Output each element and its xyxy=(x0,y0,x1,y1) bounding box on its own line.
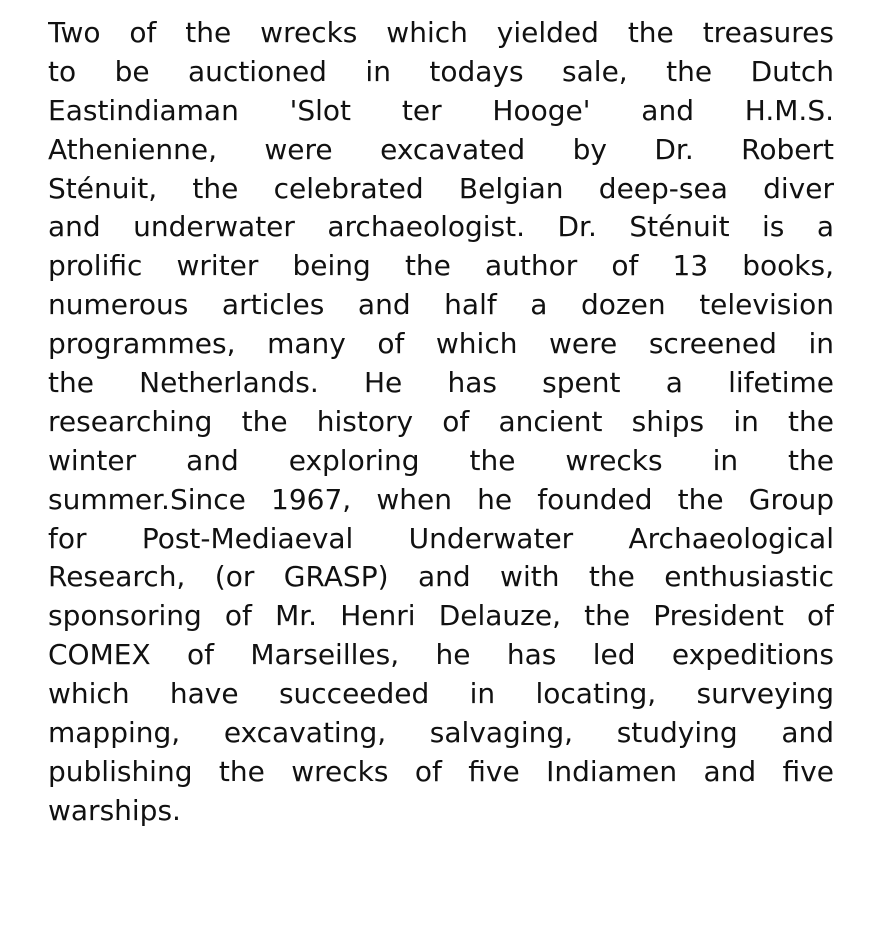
paragraph-line: numerous articles and half a dozen television xyxy=(48,288,834,322)
paragraph-line: Eastindiaman 'Slot ter Hooge' and H.M.S. xyxy=(48,93,834,127)
paragraph-line: for Post-Mediaeval Underwater Archaeological xyxy=(48,521,834,555)
paragraph-line: mapping, excavating, salvaging, studying and xyxy=(48,716,834,750)
paragraph-line: Research, (or GRASP) and with the enthusiastic xyxy=(48,560,834,594)
paragraph-line: and underwater archaeologist. Dr. Sténuit is a xyxy=(48,210,834,244)
paragraph-line: prolific writer being the author of 13 books, xyxy=(48,249,834,283)
article-paragraph xyxy=(48,14,834,831)
paragraph-line: publishing the wrecks of five Indiamen and five xyxy=(48,754,834,788)
paragraph-line: warships. xyxy=(48,793,181,827)
paragraph-line: to be auctioned in todays sale, the Dutch xyxy=(48,54,834,88)
paragraph-line: Athenienne, were excavated by Dr. Robert xyxy=(48,132,834,166)
paragraph-line: sponsoring of Mr. Henri Delauze, the President of xyxy=(48,599,834,633)
paragraph-line: winter and exploring the wrecks in the xyxy=(48,443,834,477)
paragraph-line: Sténuit, the celebrated Belgian deep-sea diver xyxy=(48,171,834,205)
paragraph-line: the Netherlands. He has spent a lifetime xyxy=(48,366,834,400)
paragraph-line: COMEX of Marseilles, he has led expeditions xyxy=(48,638,834,672)
paragraph-line: which have succeeded in locating, surveying xyxy=(48,677,834,711)
paragraph-line: summer.Since 1967, when he founded the Group xyxy=(48,482,834,516)
paragraph-line: programmes, many of which were screened in xyxy=(48,327,834,361)
paragraph-line: Two of the wrecks which yielded the treasures xyxy=(48,16,834,49)
paragraph-line: researching the history of ancient ships in the xyxy=(48,404,834,438)
